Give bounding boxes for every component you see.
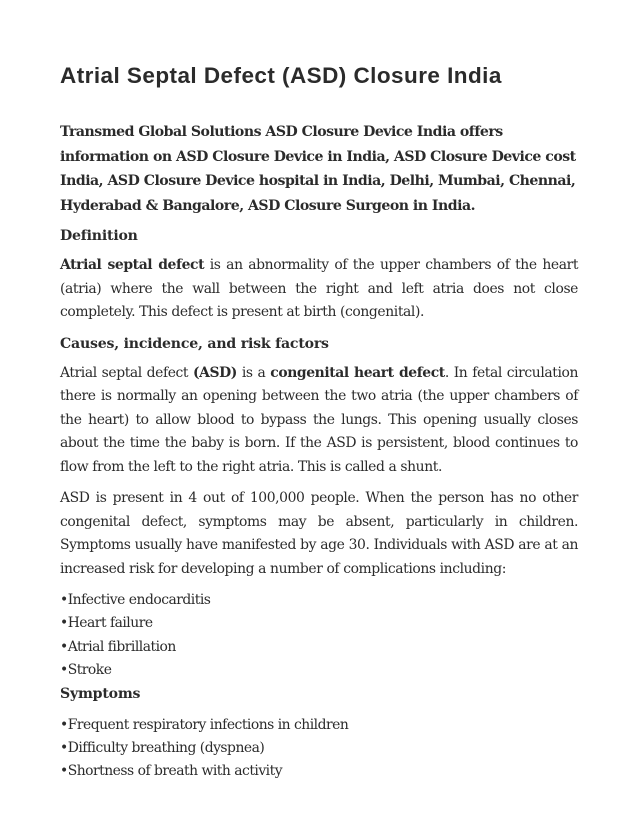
causes-paragraph-1 [60,362,578,480]
list-item: •Difficulty breathing (dyspnea) [60,740,265,757]
list-item: •Infective endocarditis [60,592,211,608]
list-item: •Heart failure [60,615,153,632]
intro-paragraph: Transmed Global Solutions ASD Closure Device India offers information on ASD Closure Device in India, ASD Closure Device cost India, ASD Closure Device hospital in India, Delhi, Mumbai, Chennai, Hyderabad & Bangalore, ASD Closure Surgeon in India. [60,124,576,214]
list-item: •Shortness of breath with activity [60,763,283,780]
list-item: •Frequent respiratory infections in children [60,716,349,733]
document-page [60,62,578,784]
definition-heading: Definition [60,228,138,244]
causes-p1-e: . In fetal circulation there is normally an opening between the two atria (the upper chambers of the heart) to allow blood to bypass the lungs. This opening usually closes about the time the baby is born. If the ASD is persistent, blood continues to flow from the left to the right atria. This is called a shunt. [60,364,578,475]
definition-paragraph [60,254,578,325]
complications-list [60,589,578,683]
symptoms-heading: Symptoms [60,685,141,702]
list-item: •Atrial fibrillation [60,638,176,655]
page-title: Atrial Septal Defect (ASD) Closure India [60,63,502,88]
definition-term: Atrial septal defect [60,257,205,273]
causes-heading: Causes, incidence, and risk factors [60,335,329,352]
causes-paragraph-2: ASD is present in 4 out of 100,000 people. When the person has no other congenital defect, symptoms may be absent, particularly in children. Symptoms usually have manifested by age 30. Individuals with ASD are at an increased risk for developing a number of complications including: [60,490,578,577]
symptoms-list [60,714,578,784]
causes-p1-c: is a [236,364,271,381]
list-item: •Stroke [60,662,112,679]
definition-text: is an abnormality of the upper chambers of the heart (atria) where the wall between the right and left atria does not close completely. This defect is present at birth (congenital). [60,257,578,320]
causes-p1-a: Atrial septal defect [60,364,193,381]
causes-p1-d: congenital heart defect [270,364,445,381]
causes-p1-b: (ASD) [192,364,237,381]
